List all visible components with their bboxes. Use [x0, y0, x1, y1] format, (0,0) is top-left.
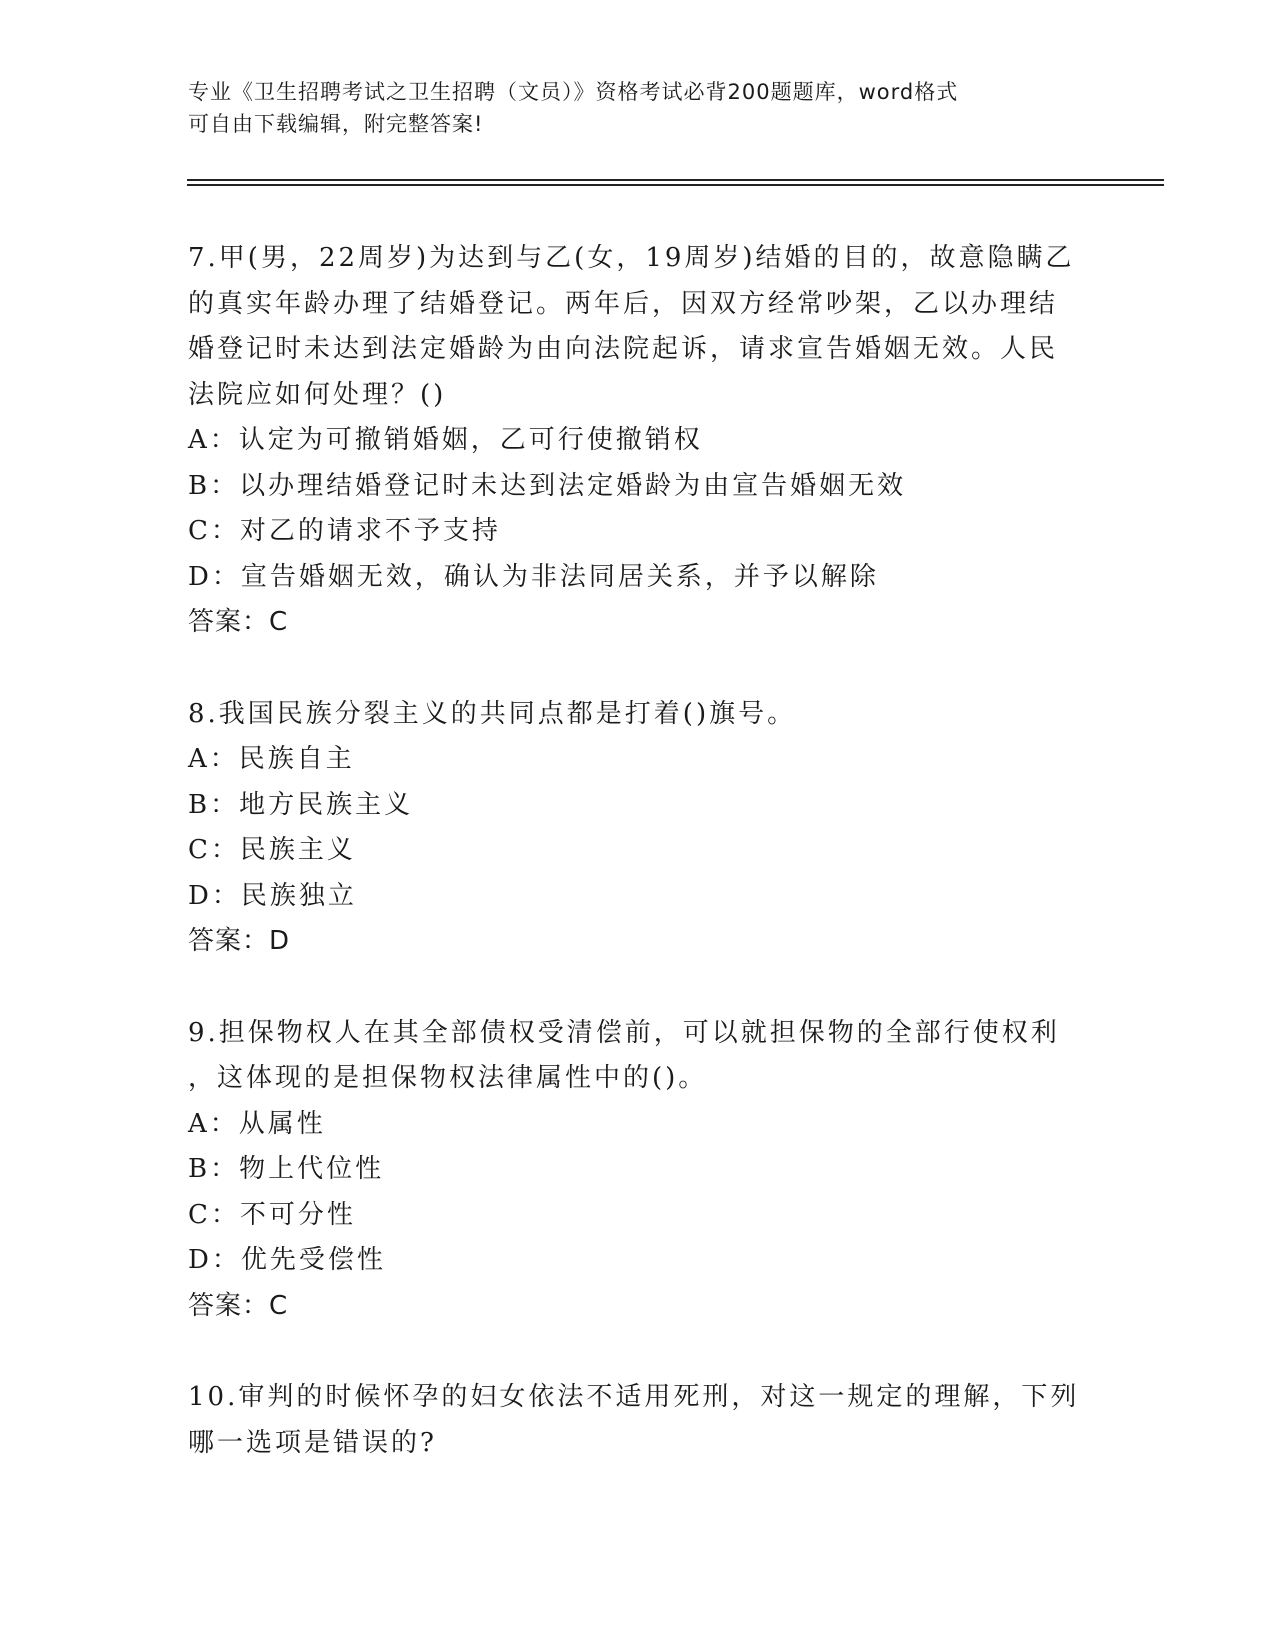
answer-label: 答案：C — [188, 607, 289, 637]
question-text-line: 10.审判的时候怀孕的妇女依法不适用死刑，对这一规定的理解，下列 — [188, 1382, 1080, 1412]
option-b: B：以办理结婚登记时未达到法定婚龄为由宣告婚姻无效 — [188, 470, 907, 501]
option-b: B：地方民族主义 — [188, 789, 414, 820]
option-a: A：认定为可撤销婚姻，乙可行使撤销权 — [188, 425, 703, 455]
question-text-line: 婚登记时未达到法定婚龄为由向法院起诉，请求宣告婚姻无效。人民 — [188, 334, 1059, 364]
option-c: C：不可分性 — [188, 1199, 356, 1230]
question-text-line: 哪一选项是错误的? — [188, 1427, 437, 1458]
question-text-line: 7.甲(男，22周岁)为达到与乙(女，19周岁)结婚的目的，故意隐瞒乙 — [188, 243, 1075, 273]
question-8 — [188, 692, 1088, 965]
answer-label: 答案：C — [188, 1290, 289, 1321]
option-a: A：民族自主 — [188, 744, 355, 774]
question-text-line: 的真实年龄办理了结婚登记。两年后，因双方经常吵架，乙以办理结 — [188, 288, 1059, 319]
answer-label: 答案：D — [188, 926, 291, 956]
option-d: D：民族独立 — [188, 880, 357, 911]
question-9 — [188, 1011, 1088, 1330]
option-d: D：优先受偿性 — [188, 1245, 386, 1275]
document-header — [188, 76, 1088, 140]
question-text-line: ，这体现的是担保物权法律属性中的()。 — [188, 1063, 708, 1093]
option-a: A：从属性 — [188, 1108, 326, 1139]
header-divider-top — [187, 179, 1164, 181]
question-list — [188, 236, 1088, 1512]
option-c: C：对乙的请求不予支持 — [188, 516, 501, 546]
question-10 — [188, 1375, 1088, 1466]
option-d: D：宣告婚姻无效，确认为非法同居关系，并予以解除 — [188, 561, 879, 592]
header-divider-bottom — [187, 184, 1164, 186]
header-line-1: 专业《卫生招聘考试之卫生招聘（文员）》资格考试必背200题题库，word格式 — [188, 80, 959, 104]
option-c: C：民族主义 — [188, 835, 356, 865]
header-line-2: 可自由下载编辑，附完整答案! — [188, 112, 484, 136]
option-b: B：物上代位性 — [188, 1154, 385, 1184]
question-7 — [188, 236, 1088, 646]
question-text-line: 9.担保物权人在其全部债权受清偿前，可以就担保物的全部行使权利 — [188, 1017, 1060, 1048]
question-text-line: 法院应如何处理？() — [188, 379, 447, 410]
question-text-line: 8.我国民族分裂主义的共同点都是打着()旗号。 — [188, 698, 797, 729]
